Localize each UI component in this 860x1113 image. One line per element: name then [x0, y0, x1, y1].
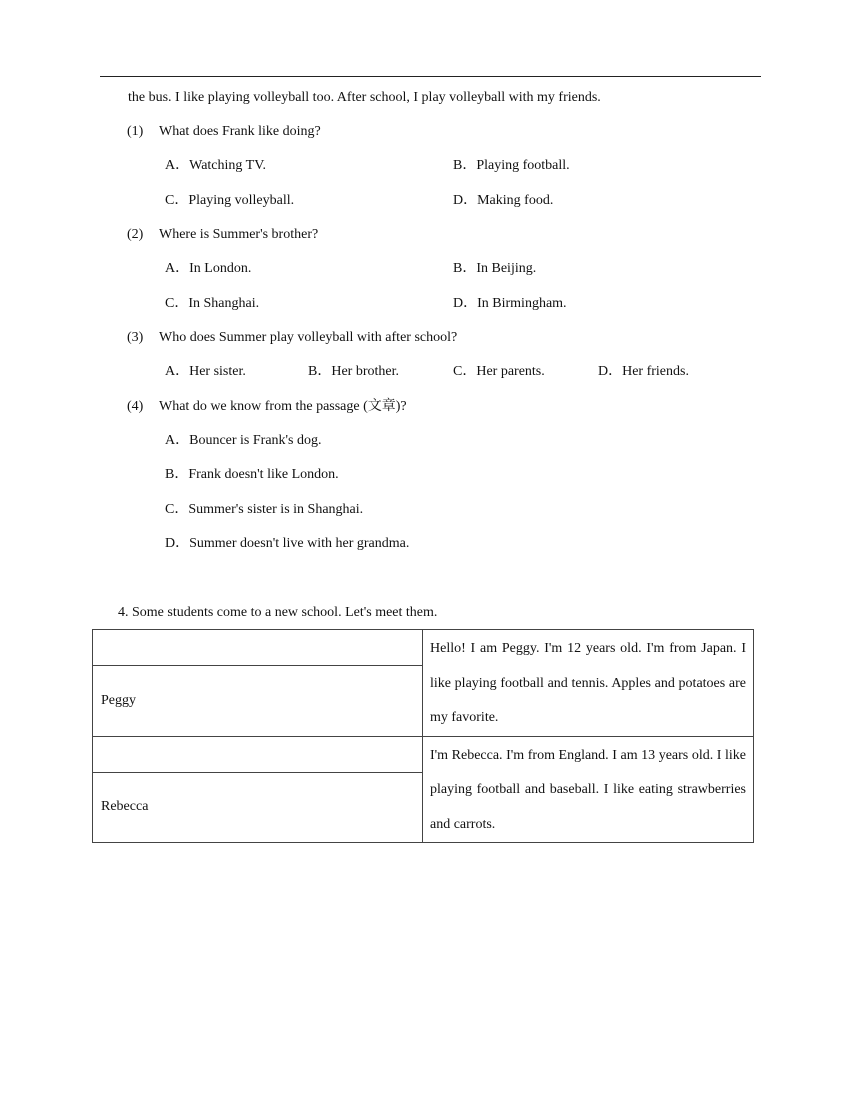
q1-option-a: A．Watching TV.	[165, 158, 267, 173]
peggy-name-cell: Peggy	[93, 665, 423, 736]
q1-option-b: B．Playing football.	[453, 158, 570, 173]
q2-option-d: D．In Birmingham.	[453, 296, 567, 311]
question-2-text: Where is Summer's brother?	[159, 227, 319, 242]
question-3-number: (3)	[127, 330, 144, 345]
q2-option-b: B．In Beijing.	[453, 261, 537, 276]
q4-option-c: C．Summer's sister is in Shanghai.	[165, 502, 364, 517]
question-3-text: Who does Summer play volleyball with after school?	[159, 330, 458, 345]
student-table	[92, 629, 754, 843]
q3-option-c: C．Her parents.	[453, 364, 545, 379]
q4-option-d: D．Summer doesn't live with her grandma.	[165, 536, 410, 551]
q3-option-d: D．Her friends.	[598, 364, 689, 379]
q1-option-d: D．Making food.	[453, 193, 554, 208]
rebecca-name-cell: Rebecca	[93, 772, 423, 842]
question-1-number: (1)	[127, 124, 144, 139]
table-cell-empty	[93, 630, 423, 666]
q2-option-a: A．In London.	[165, 261, 252, 276]
q1-option-c: C．Playing volleyball.	[165, 193, 295, 208]
question-2-number: (2)	[127, 227, 144, 242]
q2-option-c: C．In Shanghai.	[165, 296, 260, 311]
table-cell-empty	[93, 736, 423, 772]
intro-line: the bus. I like playing volleyball too. After school, I play volleyball with my friends.	[128, 90, 601, 105]
q3-option-a: A．Her sister.	[165, 364, 246, 379]
q4-option-a: A．Bouncer is Frank's dog.	[165, 433, 322, 448]
question-4-number: (4)	[127, 399, 144, 414]
section-4-heading: 4. Some students come to a new school. Let's meet them.	[118, 605, 438, 620]
q3-option-b: B．Her brother.	[308, 364, 399, 379]
q4-option-b: B．Frank doesn't like London.	[165, 467, 339, 482]
peggy-description: Hello! I am Peggy. I'm 12 years old. I'm from Japan. I like playing football and tennis. Apples and potatoes are my favorite.	[423, 630, 754, 737]
question-1-text: What does Frank like doing?	[159, 124, 321, 139]
rebecca-description: I'm Rebecca. I'm from England. I am 13 years old. I like playing football and baseball. I like eating strawberries and carrots.	[423, 736, 754, 843]
question-4-text: What do we know from the passage (文章)?	[159, 399, 407, 414]
header-rule	[100, 76, 761, 77]
